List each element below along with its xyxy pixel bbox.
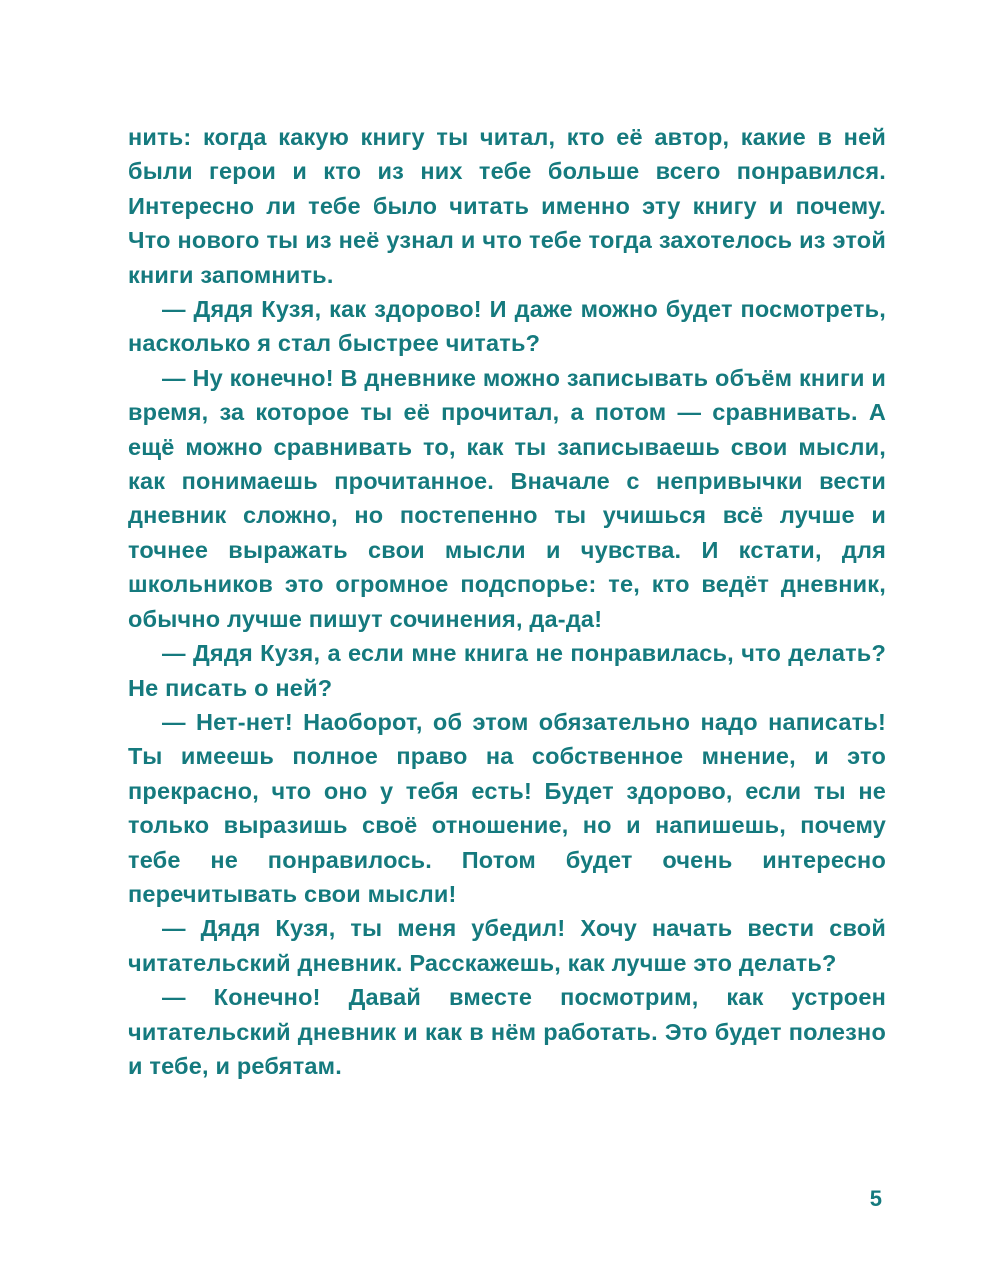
dialogue-paragraph: — Дядя Кузя, ты меня убедил! Хочу начать вести свой читательский дневник. Расскажешь, как лучше это делать?	[128, 915, 886, 976]
dialogue-paragraph: — Дядя Кузя, как здорово! И даже можно будет посмотреть, насколько я стал быстрее читать?	[128, 296, 886, 357]
page-text-block	[128, 120, 886, 1083]
page-number: 5	[869, 1186, 882, 1211]
dialogue-paragraph: — Дядя Кузя, а если мне книга не понравилась, что делать? Не писать о ней?	[128, 640, 886, 701]
dialogue-paragraph: — Ну конечно! В дневнике можно записывать объём книги и время, за которое ты её прочитал, а потом — сравнивать. А ещё можно сравнивать то, как ты записываешь свои мысли, как понимаешь прочитанное. Вначале с непривычки вести дневник сложно, но постепенно ты учишься всё лучше и точнее выражать свои мысли и чувства. И кстати, для школьников это огромное подспорье: те, кто ведёт дневник, обычно лучше пишут сочинения, да-да!	[128, 364, 886, 632]
paragraph-continuation: нить: когда какую книгу ты читал, кто её автор, какие в ней были герои и кто из них тебе больше всего понравился. Интересно ли тебе было читать именно эту книгу и почему. Что нового ты из неё узнал и что тебе тогда захотелось из этой книги запомнить.	[128, 124, 886, 288]
dialogue-paragraph: — Конечно! Давай вместе посмотрим, как устроен читательский дневник и как в нём работать. Это будет полезно и тебе, и ребятам.	[128, 984, 886, 1079]
dialogue-paragraph: — Нет-нет! Наоборот, об этом обязательно надо написать! Ты имеешь полное право на собственное мнение, и это прекрасно, что оно у тебя есть! Будет здорово, если ты не только выразишь своё отношение, но и напишешь, почему тебе не понравилось. Потом будет очень интересно перечитывать свои мысли!	[128, 708, 886, 907]
